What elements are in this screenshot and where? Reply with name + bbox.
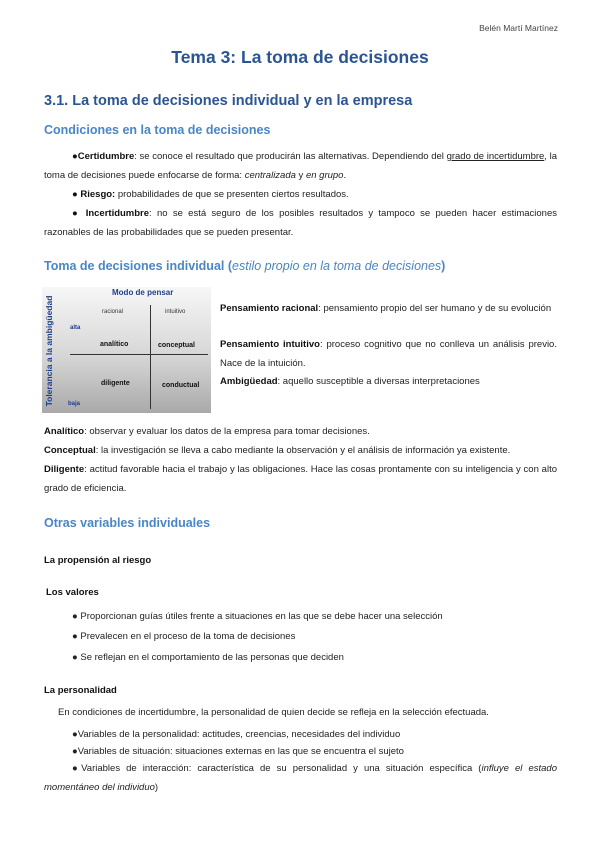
thinking-style-diagram	[42, 287, 211, 413]
page-title: Tema 3: La toma de decisiones	[171, 47, 429, 67]
diagram-quadrant-analitico: analítico	[100, 341, 129, 348]
valores-item: ● Proporcionan guías útiles frente a situaciones en las que se debe hacer una selección	[72, 611, 443, 622]
diagram-y-axis-label: Tolerancia a la ambigüedad	[44, 295, 54, 407]
racional-definition: Pensamiento racional: pensamiento propio del ser humano y de su evolución	[220, 303, 552, 314]
diagram-col-racional: racional	[102, 309, 124, 315]
analitico-term: Analítico	[44, 426, 85, 437]
ambiguedad-definition: Ambigüedad: aquello susceptible a diversas interpretaciones	[220, 376, 480, 387]
valores-item: ● Se reflejan en el comportamiento de las personas que deciden	[72, 652, 344, 663]
subheading-other-variables: Otras variables individuales	[44, 516, 211, 530]
personalidad-item-interaccion: ●Variables de interacción: característica de su personalidad y una situación específica (influye el estado momentáneo del individuo)	[44, 763, 557, 793]
ambiguedad-term: Ambigüedad	[220, 376, 278, 387]
diligente-term: Diligente	[44, 464, 85, 475]
personalidad-heading: La personalidad	[44, 685, 117, 696]
incertidumbre-term: ● Incertidumbre	[72, 208, 150, 219]
diagram-quadrant-diligente: diligente	[101, 380, 130, 387]
certidumbre-paragraph: ●Certidumbre: se conoce el resultado que producirán las alternativas. Dependiendo del grado de incertidumbre, la toma de decisiones puede enfocarse de forma: centralizada y en grupo.	[44, 151, 557, 181]
section-heading-3-1: 3.1. La toma de decisiones individual y en la empresa	[44, 93, 413, 109]
diligente-definition: Diligente: actitud favorable hacia el trabajo y las obligaciones. Hace las cosas prontamente con su inteligencia y con alto grado de eficiencia.	[44, 464, 557, 494]
racional-term: Pensamiento racional	[220, 303, 319, 314]
diagram-title: Modo de pensar	[112, 288, 174, 297]
riesgo-paragraph: ● Riesgo: probabilidades de que se presenten ciertos resultados.	[72, 189, 349, 200]
riesgo-term: ● Riesgo:	[72, 189, 116, 200]
subheading-conditions: Condiciones en la toma de decisiones	[44, 123, 271, 137]
conceptual-term: Conceptual	[44, 445, 96, 456]
valores-heading: Los valores	[46, 587, 99, 598]
diagram-row-alta: alta	[70, 325, 81, 331]
diagram-col-intuitivo: intuitivo	[165, 309, 186, 315]
conceptual-definition: Conceptual: la investigación se lleva a cabo mediante la observación y el análisis de información ya existente.	[44, 445, 511, 456]
subheading-individual: Toma de decisiones individual (estilo propio en la toma de decisiones)	[44, 259, 446, 273]
analitico-definition: Analítico: observar y evaluar los datos de la empresa para tomar decisiones.	[44, 426, 370, 437]
author-name: Belén Martí Martínez	[479, 23, 558, 33]
diagram-quadrant-conceptual: conceptual	[158, 342, 195, 349]
diagram-quadrant-conductual: conductual	[162, 382, 200, 389]
personalidad-intro: En condiciones de incertidumbre, la personalidad de quien decide se refleja en la selección efectuada.	[58, 707, 489, 718]
propension-heading: La propensión al riesgo	[44, 555, 152, 566]
personalidad-item: ●Variables de la personalidad: actitudes, creencias, necesidades del individuo	[72, 729, 401, 740]
grado-incertidumbre-link: grado de incertidumbre	[446, 151, 545, 162]
intuitivo-definition: Pensamiento intuitivo: proceso cognitivo que no conlleva un análisis previo. Nace de la intuición.	[220, 339, 557, 369]
certidumbre-term: ●Certidumbre	[72, 151, 135, 162]
personalidad-item: ●Variables de situación: situaciones externas en las que se encuentra el sujeto	[72, 746, 404, 757]
diagram-row-baja: baja	[68, 401, 81, 407]
diagram-horizontal-divider	[70, 354, 208, 355]
valores-item: ● Prevalecen en el proceso de la toma de decisiones	[72, 631, 296, 642]
incertidumbre-paragraph: ● Incertidumbre: no se está seguro de los posibles resultados y tampoco se pueden hacer estimaciones razonables de las probabilidades que se pueden presentar.	[44, 208, 557, 238]
intuitivo-term: Pensamiento intuitivo	[220, 339, 320, 350]
diagram-vertical-divider	[150, 305, 151, 409]
